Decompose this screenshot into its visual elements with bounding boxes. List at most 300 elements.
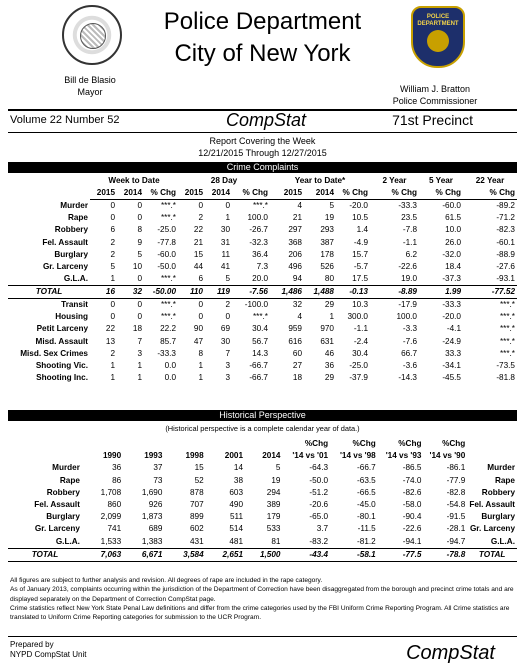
table-cell: 1 <box>110 360 115 370</box>
group-header: 2 Year <box>382 176 407 186</box>
table-row <box>8 536 517 549</box>
column-header: % Chg <box>336 187 370 200</box>
table-cell: 1 <box>137 373 142 383</box>
column-header: 2015 <box>270 187 304 200</box>
column-header: 2014 <box>205 187 232 200</box>
table-cell: 22.2 <box>160 324 176 334</box>
table-cell: 0 <box>225 201 230 211</box>
city-title: City of New York <box>174 40 351 67</box>
total-cell: 1.99 <box>419 286 463 299</box>
table-cell: -65.0 <box>309 512 329 522</box>
table-cell: 178 <box>320 249 334 259</box>
commissioner-title: Police Commissioner <box>392 96 478 106</box>
table-cell: 36 <box>324 360 334 370</box>
table-cell: 7.3 <box>256 262 268 272</box>
total-label: TOTAL <box>8 286 90 299</box>
table-cell: 5 <box>225 274 230 284</box>
blank-cell <box>8 175 90 187</box>
column-header: % Chg <box>463 187 517 200</box>
table-cell: 21 <box>292 213 302 223</box>
table-cell: 0 <box>110 300 115 310</box>
table-cell: -3.6 <box>402 360 417 370</box>
table-row <box>8 237 517 249</box>
table-cell: 46 <box>324 348 334 358</box>
total-cell: -7.56 <box>232 286 270 299</box>
badge-emblem <box>427 30 449 52</box>
table-cell: -71.2 <box>496 213 515 223</box>
total-cell: 3,584 <box>164 548 205 561</box>
table-cell: 22 <box>105 324 115 334</box>
table-cell: 19.0 <box>401 274 417 284</box>
table-cell: 0 <box>137 201 142 211</box>
column-header: % Chg <box>232 187 270 200</box>
table-row <box>8 224 517 236</box>
table-row <box>8 200 517 213</box>
total-cell: -0.13 <box>336 286 370 299</box>
table-cell: 22 <box>193 225 203 235</box>
table-cell: ***.* <box>160 312 176 322</box>
table-cell: 41 <box>220 262 230 272</box>
total-cell: 16 <box>90 286 117 299</box>
table-cell: ***.* <box>499 336 515 346</box>
column-header: '14 vs '90 <box>429 451 466 461</box>
row-label: Burglary <box>54 249 88 259</box>
table-cell: -50.0 <box>157 262 176 272</box>
table-cell: -7.6 <box>402 336 417 346</box>
table-cell: 496 <box>288 262 302 272</box>
table-cell: 490 <box>229 500 244 510</box>
row-label: Misd. Assault <box>35 336 88 346</box>
table-cell: 1 <box>225 213 230 223</box>
table-row <box>8 336 517 348</box>
table-cell: -51.2 <box>309 487 329 497</box>
table-cell: -5.7 <box>353 262 368 272</box>
table-cell: -25.0 <box>157 225 176 235</box>
row-label-right: Robbery <box>481 487 515 497</box>
table-cell: -33.3 <box>398 201 417 211</box>
pct-header: %Chg <box>398 439 422 449</box>
table-cell: 631 <box>320 336 334 346</box>
table-row <box>8 273 517 286</box>
row-label: Shooting Inc. <box>36 373 88 383</box>
row-label: Robbery <box>54 225 88 235</box>
table-cell: -14.3 <box>398 373 417 383</box>
table-cell: ***.* <box>252 201 268 211</box>
table-cell: -1.1 <box>402 237 417 247</box>
table-cell: 0 <box>110 201 115 211</box>
report-dates: 12/21/2015 Through 12/27/2015 <box>198 148 327 158</box>
pct-header-row <box>8 438 517 450</box>
table-cell: 56.7 <box>252 336 268 346</box>
table-cell: 0 <box>198 201 203 211</box>
table-cell: 14 <box>233 463 244 473</box>
table-cell: 1 <box>198 373 203 383</box>
table-cell: -93.1 <box>496 274 515 284</box>
table-cell: -28.1 <box>446 524 466 534</box>
table-cell: -32.0 <box>442 249 461 259</box>
table-cell: ***.* <box>160 201 176 211</box>
row-label: Transit <box>61 300 88 310</box>
mayor-name: Bill de Blasio <box>64 75 116 85</box>
row-label: Rape <box>59 475 80 485</box>
table-cell: 0 <box>110 312 115 322</box>
total-cell: 1,500 <box>245 548 282 561</box>
table-cell: 30.4 <box>252 324 268 334</box>
table-cell: ***.* <box>160 300 176 310</box>
column-header: % Chg <box>419 187 463 200</box>
table-cell: 8 <box>198 348 203 358</box>
table-row <box>8 462 517 474</box>
table-cell: 18.4 <box>445 262 461 272</box>
row-label-right: Gr. Larceny <box>469 524 515 534</box>
table-cell: 10.3 <box>352 300 368 310</box>
table-cell: 0 <box>198 312 203 322</box>
table-cell: 368 <box>288 237 302 247</box>
table-cell: -89.2 <box>496 201 515 211</box>
table-cell: 389 <box>266 500 281 510</box>
table-row <box>8 212 517 224</box>
blank-cell <box>82 438 123 450</box>
table-cell: 7 <box>137 336 142 346</box>
nypd-badge-logo <box>411 6 465 68</box>
total-cell: -43.4 <box>282 548 330 561</box>
table-cell: -20.6 <box>309 500 329 510</box>
table-cell: 3 <box>225 360 230 370</box>
table-cell: 1,383 <box>141 536 163 546</box>
total-label: TOTAL <box>8 548 82 561</box>
table-cell: 4 <box>297 201 302 211</box>
total-label-right: TOTAL <box>467 548 517 561</box>
table-cell: -27.6 <box>496 262 515 272</box>
table-cell: 5 <box>137 249 142 259</box>
table-cell: -2.4 <box>353 336 368 346</box>
table-cell: -45.5 <box>442 373 461 383</box>
table-row <box>8 311 517 323</box>
table-cell: 6 <box>110 225 115 235</box>
table-cell: 2 <box>110 249 115 259</box>
column-header: 2015 <box>178 187 205 200</box>
blank-cell <box>8 438 82 450</box>
table-cell: 86 <box>112 475 122 485</box>
table-cell: 0 <box>225 312 230 322</box>
table-cell: 0 <box>137 312 142 322</box>
total-cell: 32 <box>117 286 144 299</box>
table-cell: 94 <box>292 274 302 284</box>
row-label: Gr. Larceny <box>34 524 80 534</box>
table-row <box>8 475 517 487</box>
table-row <box>8 249 517 261</box>
table-cell: 9 <box>137 237 142 247</box>
total-cell: 2,651 <box>206 548 245 561</box>
table-row <box>8 499 517 511</box>
column-header: 2015 <box>90 187 117 200</box>
total-cell: 1,488 <box>304 286 336 299</box>
table-cell: 30 <box>220 225 230 235</box>
table-cell: 14.3 <box>252 348 268 358</box>
row-label-right: Rape <box>494 475 515 485</box>
column-header: % Chg <box>144 187 178 200</box>
total-row <box>8 548 517 561</box>
table-cell: 206 <box>288 249 302 259</box>
table-cell: -22.6 <box>398 262 417 272</box>
blank-cell <box>8 450 82 462</box>
table-cell: 100.0 <box>247 213 268 223</box>
table-cell: -66.7 <box>249 373 268 383</box>
table-cell: 13 <box>105 336 115 346</box>
table-cell: 10 <box>132 262 142 272</box>
table-cell: -90.4 <box>402 512 422 522</box>
table-cell: 2 <box>225 300 230 310</box>
table-cell: 2 <box>110 237 115 247</box>
table-cell: 1 <box>329 312 334 322</box>
table-cell: 297 <box>288 225 302 235</box>
table-cell: 5 <box>275 463 281 473</box>
table-cell: -22.6 <box>402 524 422 534</box>
table-cell: 73 <box>153 475 163 485</box>
table-cell: 2,099 <box>100 512 122 522</box>
group-header: 5 Year <box>429 176 453 186</box>
row-label: Housing <box>55 312 88 322</box>
table-cell: -66.7 <box>249 360 268 370</box>
table-cell: 30.4 <box>352 348 368 358</box>
table-cell: 85.7 <box>160 336 176 346</box>
table-cell: 23.5 <box>401 213 417 223</box>
badge-text: POLICE DEPARTMENT <box>417 14 459 27</box>
table-cell: 20.0 <box>252 274 268 284</box>
table-cell: -26.7 <box>249 225 268 235</box>
blank-cell <box>467 450 517 462</box>
table-cell: 30 <box>220 336 230 346</box>
table-cell: -20.0 <box>349 201 368 211</box>
table-cell: 1,690 <box>141 487 163 497</box>
table-cell: 1,708 <box>100 487 122 497</box>
column-header-row <box>8 187 517 200</box>
mayor-title: Mayor <box>77 87 103 97</box>
row-label: G.L.A. <box>55 536 80 546</box>
table-cell: 18 <box>132 324 142 334</box>
table-row <box>8 487 517 499</box>
row-label: Murder <box>60 200 88 210</box>
table-cell: 0 <box>137 213 142 223</box>
table-cell: 0 <box>137 274 142 284</box>
table-cell: 707 <box>190 500 204 510</box>
table-cell: -54.8 <box>446 500 466 510</box>
table-cell: 90 <box>193 324 203 334</box>
table-cell: -63.5 <box>357 475 376 485</box>
column-header: 2014 <box>117 187 144 200</box>
table-cell: -37.9 <box>349 373 368 383</box>
table-row <box>8 323 517 335</box>
column-header: 2001 <box>224 451 244 461</box>
table-cell: ***.* <box>499 312 515 322</box>
table-cell: -81.8 <box>496 373 515 383</box>
row-label: Fel. Assault <box>42 237 88 247</box>
table-row <box>8 348 517 360</box>
report-covering: Report Covering the Week <box>209 136 316 146</box>
row-label: Robbery <box>46 487 80 497</box>
table-cell: 3.7 <box>316 524 329 534</box>
commissioner-name: William J. Bratton <box>399 84 470 94</box>
table-cell: 36.4 <box>252 249 268 259</box>
table-cell: -7.8 <box>402 225 417 235</box>
row-label-right: Burglary <box>481 512 515 522</box>
table-cell: ***.* <box>160 274 176 284</box>
table-cell: -82.6 <box>402 487 422 497</box>
table-cell: 5 <box>110 262 115 272</box>
table-cell: 3 <box>137 348 142 358</box>
total-cell: 110 <box>178 286 205 299</box>
table-cell: 6.2 <box>405 249 417 259</box>
prepared-by-label: Prepared by <box>10 640 54 649</box>
subheader-rule <box>8 132 517 133</box>
crime-complaints-table <box>8 175 517 384</box>
group-header-row <box>8 175 517 187</box>
footnote-1: All figures are subject to further analysis and revision. All degrees of rape are included in the rape category. <box>10 577 323 584</box>
total-cell: -8.89 <box>370 286 419 299</box>
compstat-footer-logo: CompStat <box>406 642 495 664</box>
table-cell: 15.7 <box>352 249 368 259</box>
footnotes <box>10 576 515 622</box>
historical-table <box>8 438 517 562</box>
column-header: '14 vs '01 <box>292 451 329 461</box>
table-cell: 1,873 <box>141 512 163 522</box>
row-label: Misd. Sex Crimes <box>20 348 88 358</box>
table-cell: -64.3 <box>309 463 329 473</box>
table-cell: 80 <box>324 274 334 284</box>
table-cell: 33.3 <box>445 348 461 358</box>
table-cell: 47 <box>193 336 203 346</box>
table-cell: 0.0 <box>164 373 176 383</box>
blank-cell <box>467 438 517 450</box>
table-cell: -58.0 <box>402 500 422 510</box>
report-header <box>0 0 525 112</box>
column-header: 1993 <box>144 451 163 461</box>
column-header: % Chg <box>370 187 419 200</box>
group-header: Week to Date <box>108 176 160 186</box>
historical-note: (Historical perspective is a complete calendar year of data.) <box>165 424 360 433</box>
prepared-by <box>10 640 86 660</box>
compstat-title: CompStat <box>226 110 307 130</box>
table-cell: -4.9 <box>353 237 368 247</box>
table-cell: 959 <box>288 324 302 334</box>
total-cell: -77.52 <box>463 286 517 299</box>
table-cell: ***.* <box>160 213 176 223</box>
total-cell: 119 <box>205 286 232 299</box>
table-cell: -94.1 <box>402 536 422 546</box>
row-label: Murder <box>52 463 80 473</box>
table-cell: 21 <box>193 237 203 247</box>
table-cell: ***.* <box>499 324 515 334</box>
historical-perspective-banner: Historical Perspective <box>8 410 517 421</box>
table-cell: 1.4 <box>356 225 368 235</box>
table-cell: 603 <box>229 487 244 497</box>
table-cell: ***.* <box>499 348 515 358</box>
table-cell: 294 <box>266 487 281 497</box>
table-cell: 44 <box>193 262 203 272</box>
table-row <box>8 360 517 372</box>
table-cell: -4.1 <box>446 324 461 334</box>
table-cell: 19 <box>324 213 334 223</box>
table-cell: 1 <box>110 373 115 383</box>
table-cell: 431 <box>190 536 204 546</box>
table-cell: -82.3 <box>496 225 515 235</box>
table-cell: -77.8 <box>157 237 176 247</box>
row-label: Gr. Larceny <box>42 262 88 272</box>
table-cell: 293 <box>320 225 334 235</box>
table-cell: -66.7 <box>357 463 376 473</box>
table-cell: 387 <box>320 237 334 247</box>
table-cell: ***.* <box>252 312 268 322</box>
table-cell: -66.5 <box>357 487 376 497</box>
nyc-seal-logo <box>62 5 122 65</box>
volume-number: Volume 22 Number 52 <box>10 114 120 126</box>
table-cell: 37 <box>153 463 163 473</box>
table-cell: 18 <box>292 373 302 383</box>
table-cell: 17.5 <box>352 274 368 284</box>
total-cell: 1,486 <box>270 286 304 299</box>
table-cell: 81 <box>271 536 281 546</box>
table-cell: 29 <box>324 300 334 310</box>
table-cell: -33.3 <box>442 300 461 310</box>
table-cell: 4 <box>297 312 302 322</box>
table-cell: -45.0 <box>357 500 376 510</box>
table-cell: -80.1 <box>357 512 376 522</box>
table-cell: -88.9 <box>496 249 515 259</box>
row-label-right: Fel. Assault <box>469 500 515 510</box>
table-cell: -3.3 <box>402 324 417 334</box>
column-header: 1998 <box>185 451 204 461</box>
total-cell: 6,671 <box>123 548 164 561</box>
footer-rule <box>8 636 517 637</box>
total-cell: -58.1 <box>330 548 378 561</box>
table-row <box>8 261 517 273</box>
row-label: Burglary <box>46 512 80 522</box>
table-cell: 52 <box>194 475 204 485</box>
table-cell: 926 <box>148 500 163 510</box>
table-cell: 741 <box>107 524 122 534</box>
table-cell: 7 <box>225 348 230 358</box>
table-cell: 2 <box>198 213 203 223</box>
row-label: Fel. Assault <box>34 500 80 510</box>
table-cell: -24.9 <box>442 336 461 346</box>
table-cell: -37.3 <box>442 274 461 284</box>
pct-header: %Chg <box>304 439 329 449</box>
table-cell: 300.0 <box>347 312 368 322</box>
column-header-row <box>8 450 517 462</box>
total-row <box>8 286 517 299</box>
table-cell: 1,533 <box>100 536 122 546</box>
table-cell: 533 <box>266 524 281 534</box>
table-cell: 3 <box>225 373 230 383</box>
table-cell: 61.5 <box>445 213 461 223</box>
table-cell: 27 <box>292 360 302 370</box>
table-cell: 6 <box>198 274 203 284</box>
blank-cell <box>206 438 245 450</box>
table-cell: 60 <box>292 348 302 358</box>
column-header: 2014 <box>262 451 281 461</box>
table-cell: 526 <box>320 262 334 272</box>
table-cell: -11.5 <box>357 524 376 534</box>
table-cell: ***.* <box>499 300 515 310</box>
table-cell: -82.8 <box>446 487 466 497</box>
blank-cell <box>8 187 90 200</box>
table-cell: 31 <box>220 237 230 247</box>
table-cell: 1 <box>198 360 203 370</box>
table-cell: 602 <box>190 524 204 534</box>
table-row <box>8 523 517 535</box>
total-cell: -78.8 <box>423 548 467 561</box>
table-cell: 481 <box>229 536 244 546</box>
